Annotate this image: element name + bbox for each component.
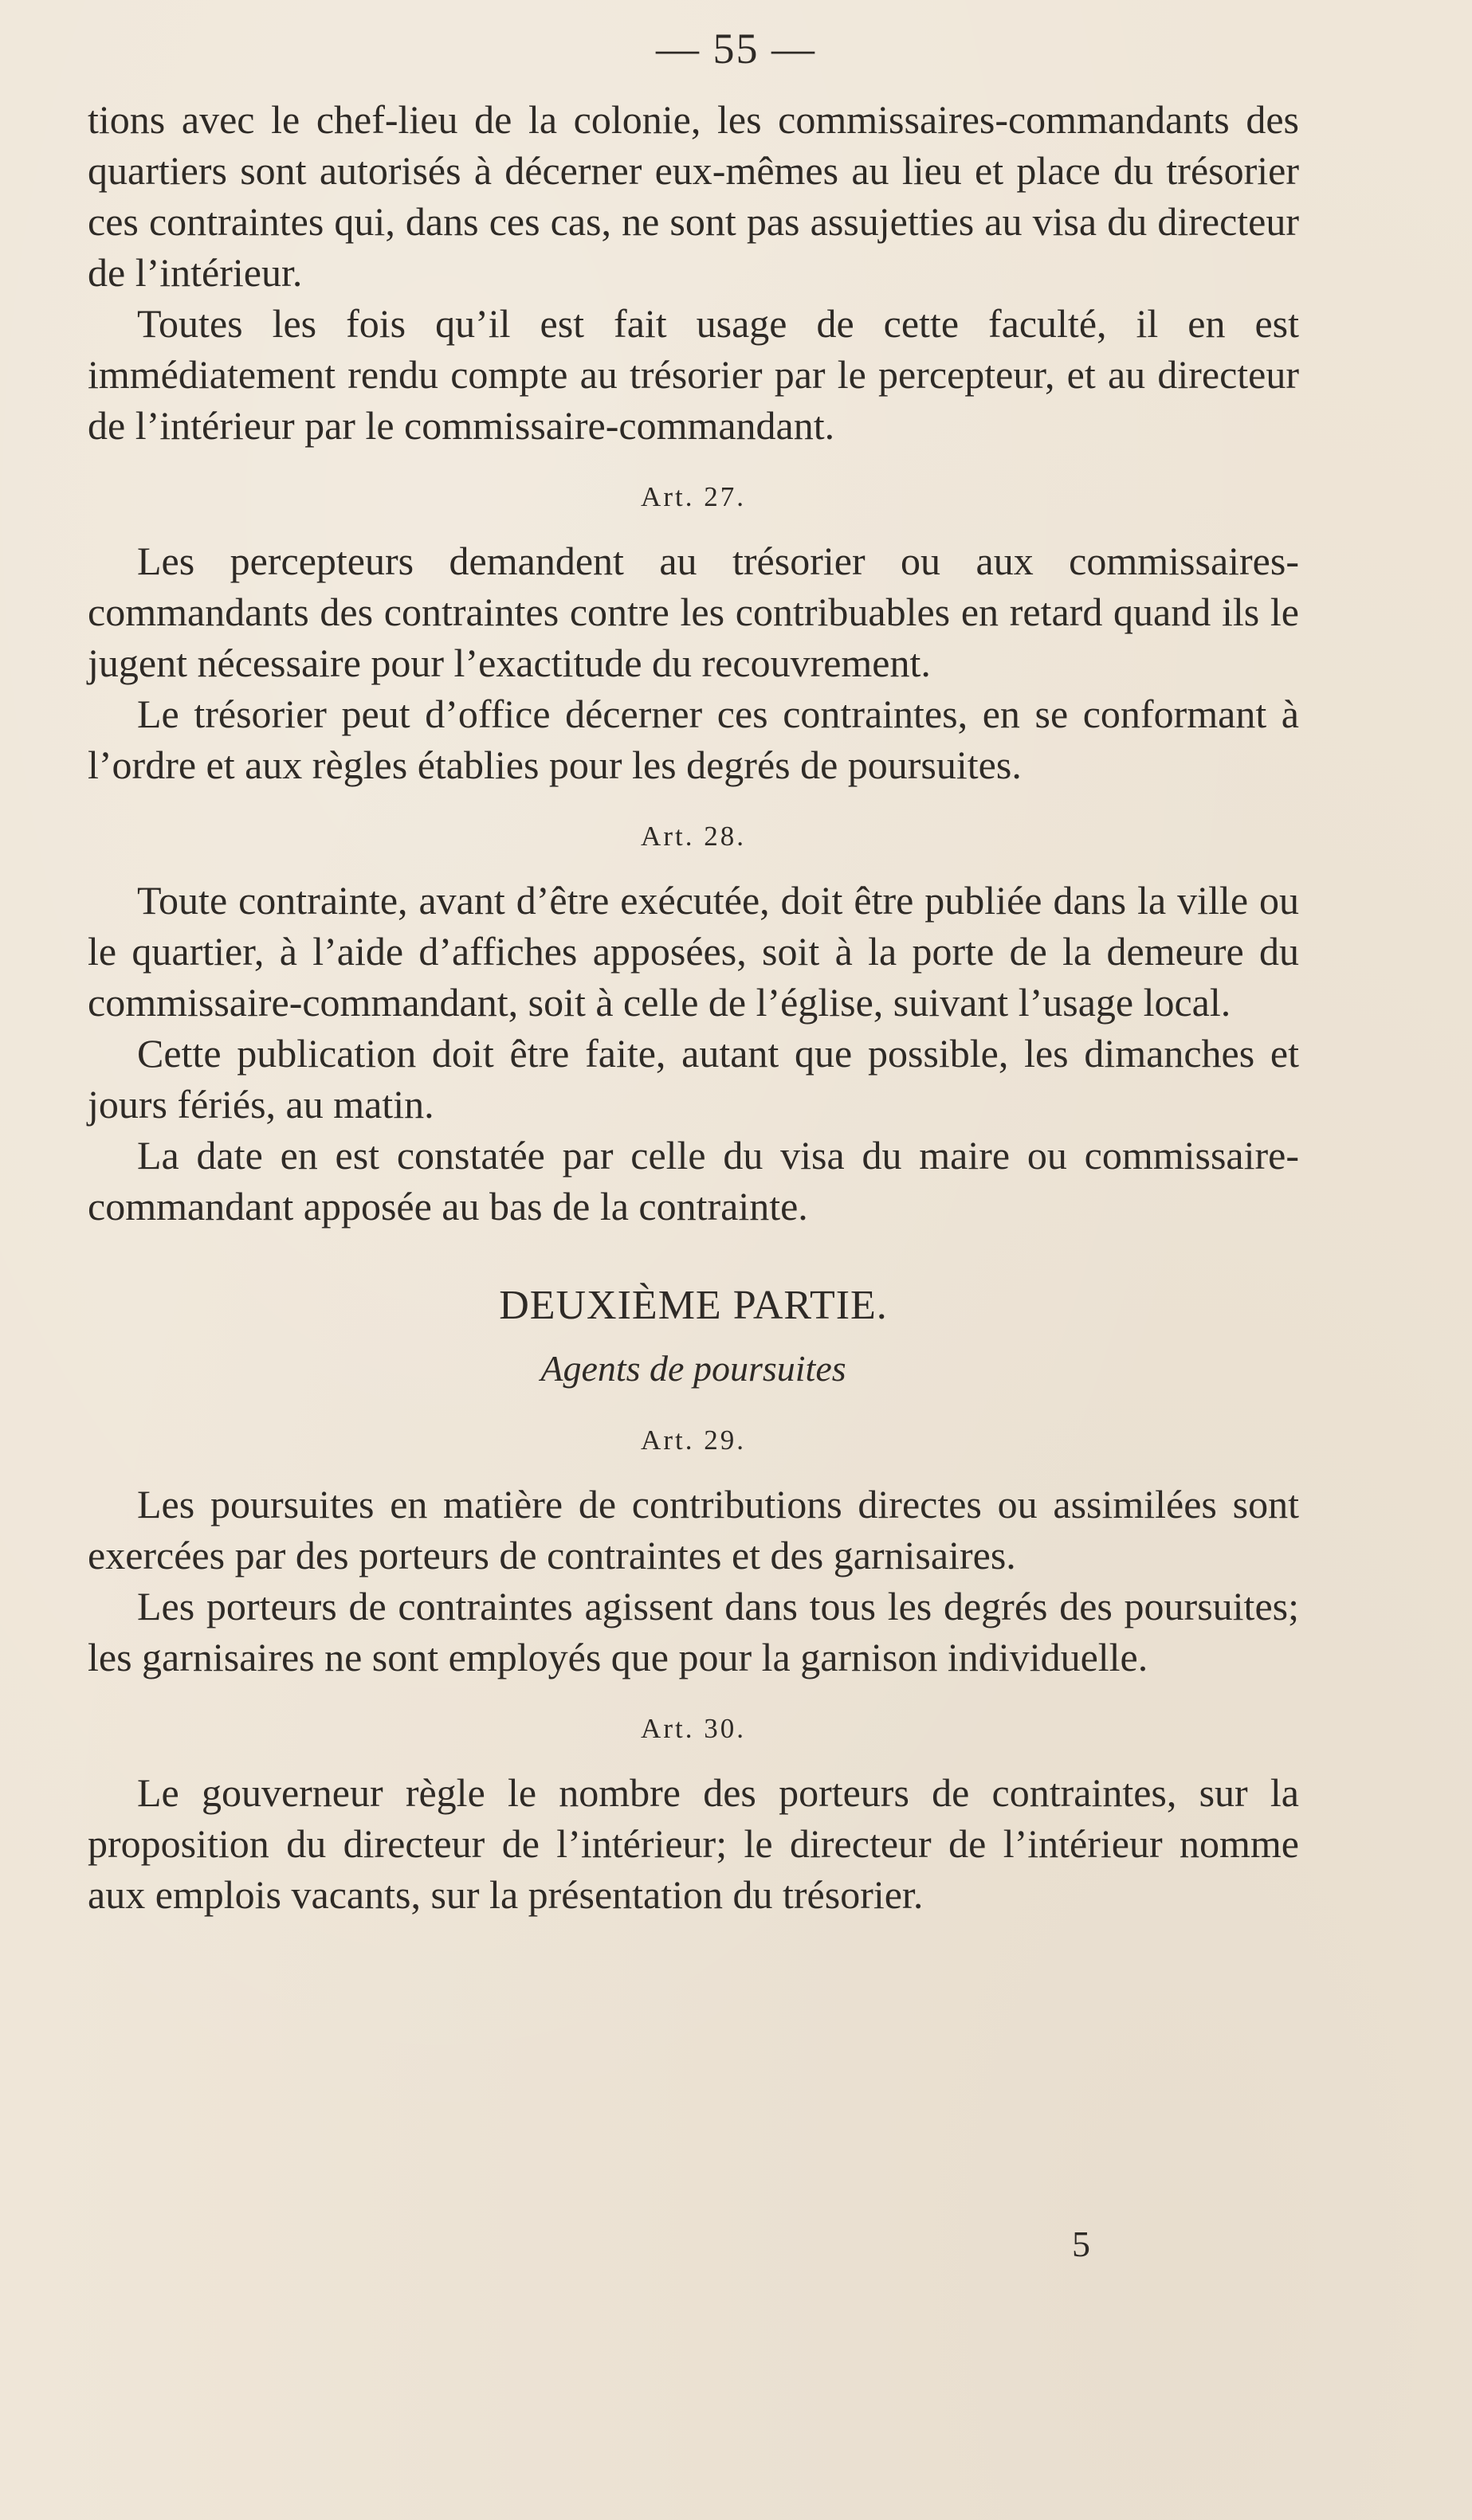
article-29-heading: Art. 29. (641, 1425, 746, 1456)
article-28-heading: Art. 28. (641, 821, 746, 852)
paragraph-6: Cette publication doit être faite, autant que possible, les dimanches et jours fériés, au matin. (88, 1031, 1299, 1127)
paragraph-7: La date en est constatée par celle du visa du maire ou commissaire-commandant apposée au bas de la contrainte. (88, 1133, 1299, 1229)
body-text (88, 94, 1299, 1920)
paragraph-8: Les poursuites en matière de contributions directes ou assimilées sont exercées par des porteurs de contraintes et des garnisaires. (88, 1482, 1299, 1577)
article-27-heading: Art. 27. (641, 481, 746, 512)
paragraph-9: Les porteurs de contraintes agissent dans tous les degrés des poursuites; les garnisaires ne sont employés que pour la garnison individuelle. (88, 1584, 1299, 1679)
article-30-heading: Art. 30. (641, 1713, 746, 1744)
page-number-header: — 55 — (656, 25, 816, 73)
paragraph-5: Toute contrainte, avant d’être exécutée, doit être publiée dans la ville ou le quartier, à l’aide d’affiches apposées, soit à la porte de la demeure du commissaire-commandant, soit à celle de l’église, suivant l’usage local. (88, 878, 1299, 1025)
section-subtitle: Agents de poursuites (540, 1348, 846, 1389)
paragraph-10: Le gouverneur règle le nombre des porteurs de contraintes, sur la proposition du directeur de l’intérieur; le directeur de l’intérieur nomme aux emplois vacants, sur la présentation du trésorier. (88, 1770, 1299, 1917)
part-title: DEUXIÈME PARTIE. (499, 1283, 888, 1328)
paragraph-3: Les percepteurs demandent au trésorier ou aux commissaires-commandants des contraintes contre les contribuables en retard quand ils le jugent nécessaire pour l’exactitude du recouvrement. (88, 539, 1299, 685)
paragraph-1: tions avec le chef-lieu de la colonie, les commissaires-commandants des quartiers sont autorisés à décerner eux-mêmes au lieu et place du trésorier ces contraintes qui, dans ces cas, ne sont pas assujetties au visa du directeur de l’intérieur. (88, 97, 1299, 295)
folio-number: 5 (1072, 2224, 1090, 2264)
paragraph-4: Le trésorier peut d’office décerner ces contraintes, en se conformant à l’ordre et aux règles établies pour les degrés de poursuites. (88, 692, 1299, 787)
paragraph-2: Toutes les fois qu’il est fait usage de cette faculté, il en est immédiatement rendu compte au trésorier par le percepteur, et au directeur de l’intérieur par le commissaire-commandant. (88, 301, 1299, 448)
